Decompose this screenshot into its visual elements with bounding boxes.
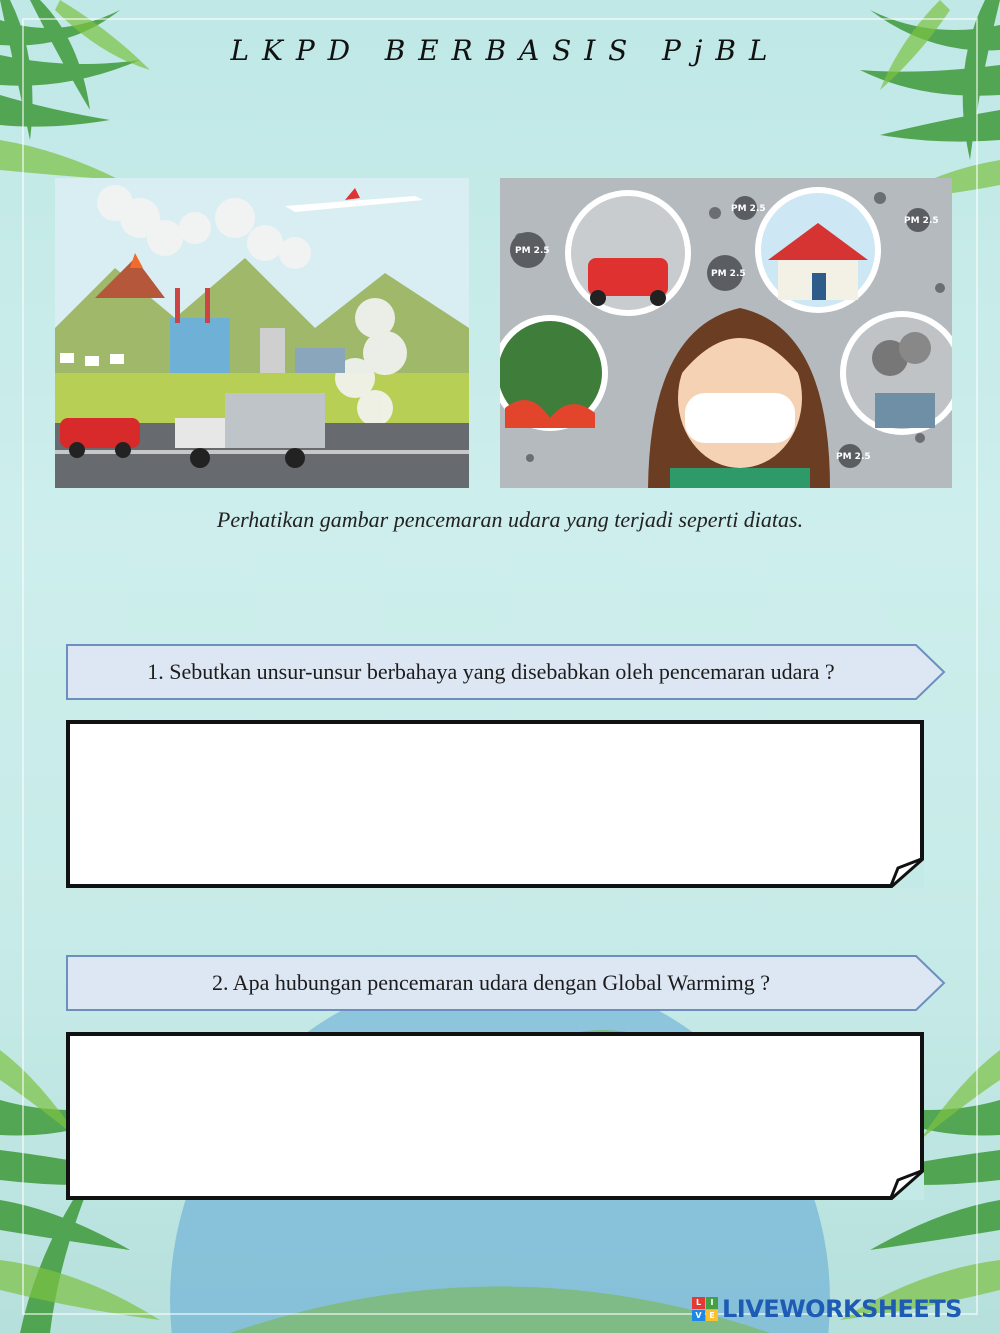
page-curl-icon <box>890 1170 924 1200</box>
pm25-label: PM 2.5 <box>731 204 766 214</box>
question-1-text: 1. Sebutkan unsur-unsur berbahaya yang disebabkan oleh pencemaran udara ? <box>147 659 835 684</box>
question-2-text: 2. Apa hubungan pencemaran udara dengan Global Warmimg ? <box>211 970 771 995</box>
answer-2-box[interactable] <box>66 1032 924 1200</box>
worksheet-title: L K P D B E R B A S I S P j B L <box>230 34 770 67</box>
pm25-label: PM 2.5 <box>515 246 550 256</box>
pm25-label: PM 2.5 <box>836 452 871 462</box>
pm25-label: PM 2.5 <box>711 269 746 279</box>
page-curl-icon <box>890 858 924 888</box>
answer-1-box[interactable] <box>66 720 924 888</box>
air-pollution-illustration <box>55 178 469 488</box>
liveworksheets-brand <box>692 1293 962 1325</box>
brand-name: LIVEWORKSHEETS <box>722 1295 962 1323</box>
instruction-caption: Perhatikan gambar pencemaran udara yang terjadi seperti diatas. <box>216 507 804 532</box>
liveworksheets-logo-icon: L I V E <box>692 1297 718 1321</box>
question-1-banner <box>66 644 946 700</box>
pm25-mask-girl-illustration <box>500 178 952 488</box>
question-2-banner <box>66 955 946 1011</box>
pm25-label: PM 2.5 <box>904 216 939 226</box>
